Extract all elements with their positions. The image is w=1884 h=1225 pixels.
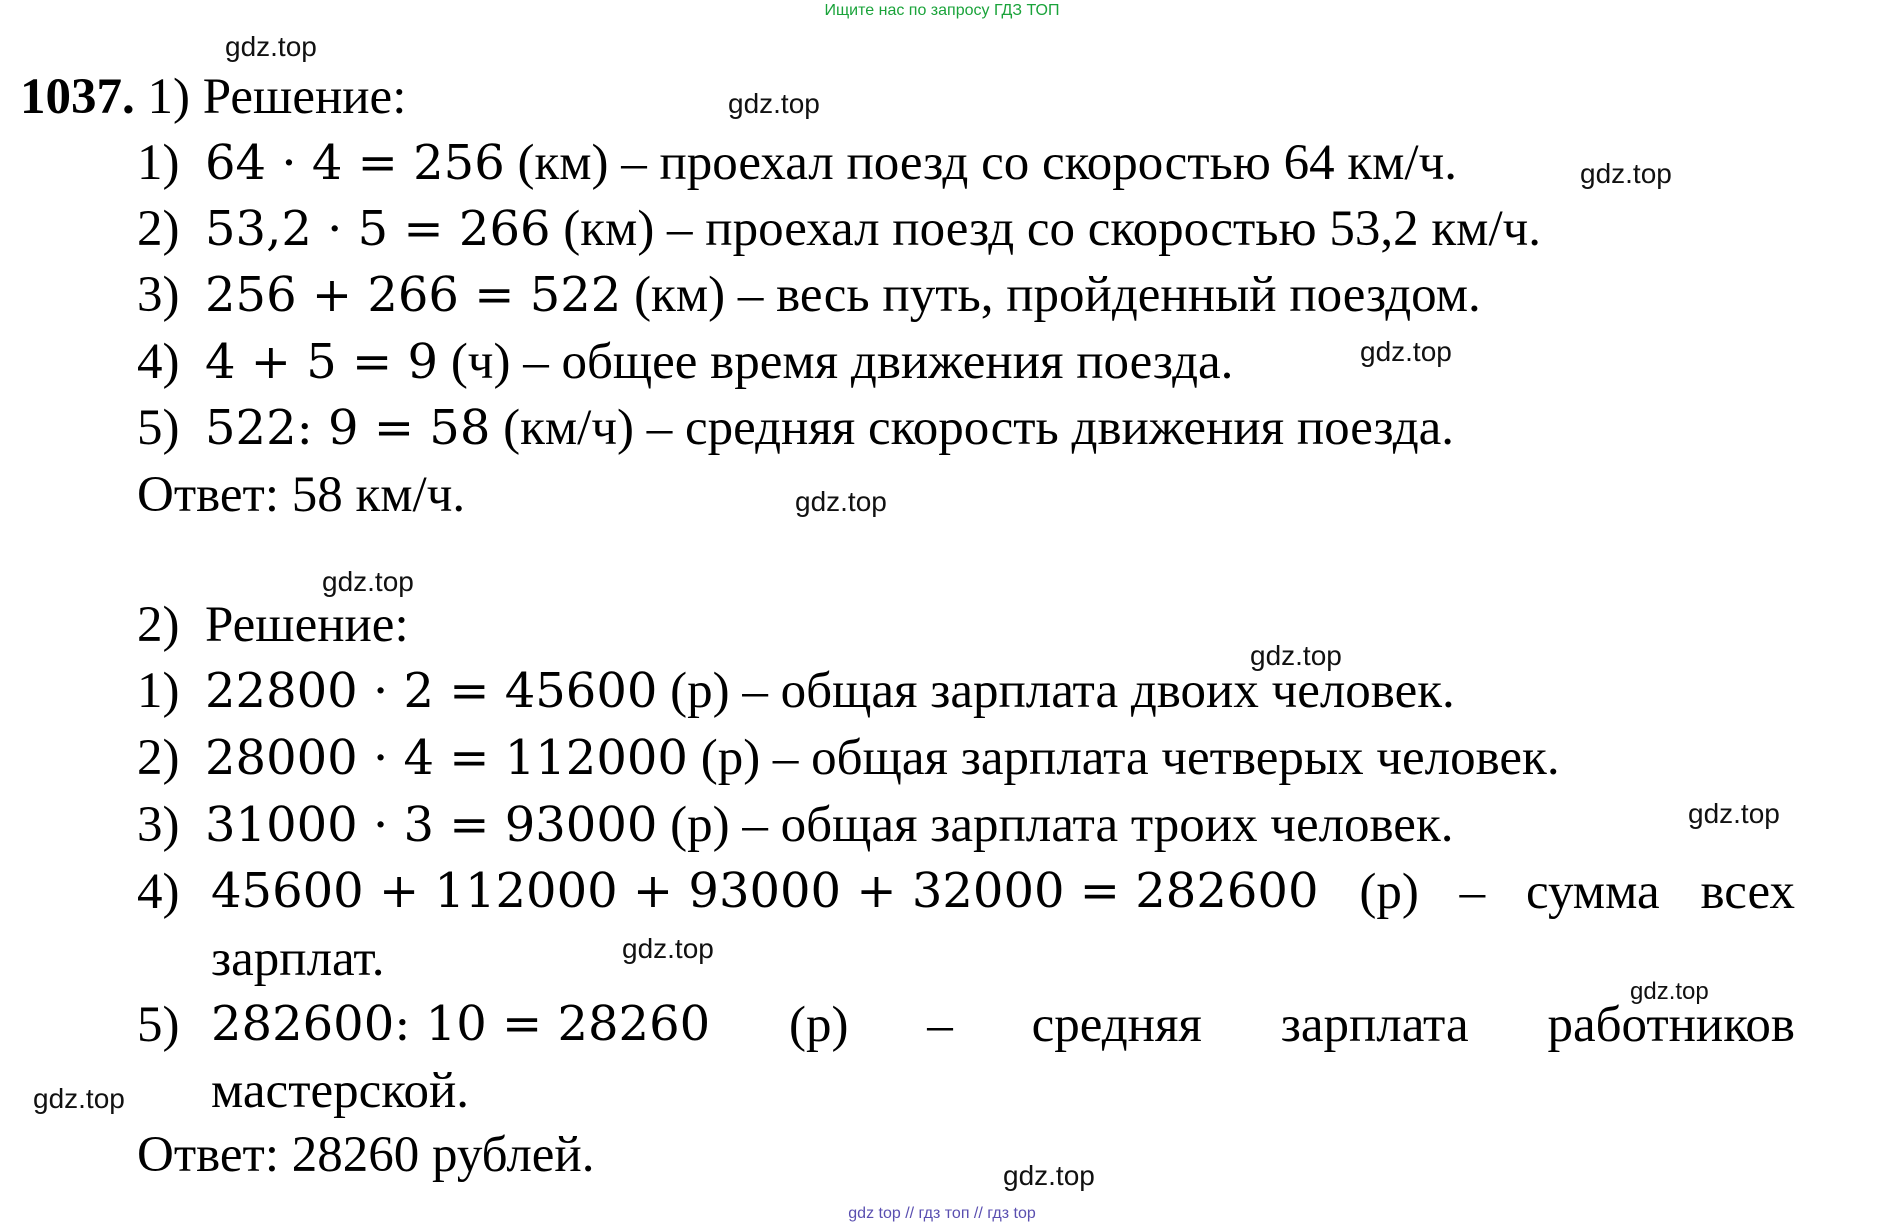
step-number: 5) — [137, 400, 180, 456]
watermark: gdz.top — [33, 1083, 125, 1114]
step-number: 4) — [137, 334, 180, 390]
top-banner: Ищите нас по запросу ГДЗ ТОП — [824, 2, 1060, 19]
step-expression: 45600 + 112000 + 93000 + 32000 = 282600 — [211, 863, 1319, 919]
task-number: 1037. — [20, 69, 135, 125]
step-number: 1) — [137, 135, 180, 191]
step-word: работников — [1547, 997, 1795, 1053]
step-text: (р) – общая зарплата троих человек. — [657, 797, 1454, 853]
step-word: (р) — [1359, 864, 1419, 920]
step-number: 2) — [137, 201, 180, 257]
step-number: 4) — [137, 864, 180, 920]
task-heading — [20, 69, 407, 125]
step-word: – — [927, 997, 953, 1053]
part2-step-3 — [137, 797, 1454, 853]
step-text: (км) – проехал поезд со скоростью 53,2 км/ч. — [550, 201, 1542, 257]
step-number: 5) — [137, 997, 180, 1053]
step-expression: 522: 9 = 58 — [204, 400, 491, 456]
step-text: (км/ч) – средняя скорость движения поезда. — [490, 400, 1455, 456]
part2-step-1 — [137, 663, 1455, 719]
step-number: 2) — [137, 597, 180, 653]
part2-step-4-continuation: зарплат. — [211, 931, 385, 987]
step-word: (р) — [789, 997, 849, 1053]
step-expression: 256 + 266 = 522 — [204, 267, 622, 323]
watermark: gdz.top — [1630, 978, 1709, 1005]
part2-step-2 — [137, 730, 1560, 786]
watermark: gdz.top — [1250, 640, 1342, 671]
step-word: сумма — [1526, 864, 1660, 920]
step-text: (ч) – общее время движения поезда. — [438, 334, 1234, 390]
watermark: gdz.top — [1688, 798, 1780, 829]
part1-step-4 — [137, 334, 1234, 390]
part1-step-2 — [137, 201, 1542, 257]
part1-step-1 — [137, 135, 1457, 191]
watermark: gdz.top — [1360, 336, 1452, 367]
step-expression: 31000 · 3 = 93000 — [204, 797, 658, 853]
watermark: gdz.top — [1003, 1160, 1095, 1191]
step-text: (км) – проехал поезд со скоростью 64 км/ч. — [504, 135, 1457, 191]
step-word: – — [1459, 864, 1486, 920]
step-expression: 282600: 10 = 28260 — [211, 996, 711, 1052]
part1-step-3 — [137, 267, 1481, 323]
step-expression: 53,2 · 5 = 266 — [204, 201, 551, 257]
part2-step-4 — [211, 863, 1795, 920]
step-expression: 22800 · 2 = 45600 — [204, 663, 658, 719]
step-number: 3) — [137, 267, 180, 323]
part2-heading — [137, 597, 409, 653]
step-number: 3) — [137, 797, 180, 853]
watermark: gdz.top — [322, 566, 414, 597]
step-text: (р) – общая зарплата двоих человек. — [657, 663, 1455, 719]
step-text: (км) – весь путь, пройденный поездом. — [621, 267, 1481, 323]
watermark: gdz.top — [225, 31, 317, 62]
footer: gdz top // гдз топ // гдз top — [848, 1205, 1036, 1222]
step-word: средняя — [1031, 997, 1202, 1053]
part2-step-5-continuation: мастерской. — [211, 1063, 469, 1119]
step-expression: 4 + 5 = 9 — [204, 334, 439, 390]
step-word: зарплата — [1280, 997, 1469, 1053]
step-text: (р) – общая зарплата четверых человек. — [687, 730, 1560, 786]
watermark: gdz.top — [1580, 158, 1672, 189]
step-number: 1) — [137, 663, 180, 719]
part2-heading-label: Решение: — [204, 597, 409, 653]
watermark: gdz.top — [728, 88, 820, 119]
watermark: gdz.top — [795, 486, 887, 517]
step-expression: 28000 · 4 = 112000 — [204, 730, 688, 786]
part1-answer: Ответ: 58 км/ч. — [137, 467, 466, 523]
watermark: gdz.top — [622, 933, 714, 964]
step-word: всех — [1700, 864, 1795, 920]
step-expression: 64 · 4 = 256 — [204, 135, 505, 191]
part2-answer: Ответ: 28260 рублей. — [137, 1127, 595, 1183]
part1-heading: 1) Решение: — [147, 69, 407, 125]
step-number: 2) — [137, 730, 180, 786]
part2-step-5 — [211, 996, 1795, 1053]
part1-step-5 — [137, 400, 1455, 456]
